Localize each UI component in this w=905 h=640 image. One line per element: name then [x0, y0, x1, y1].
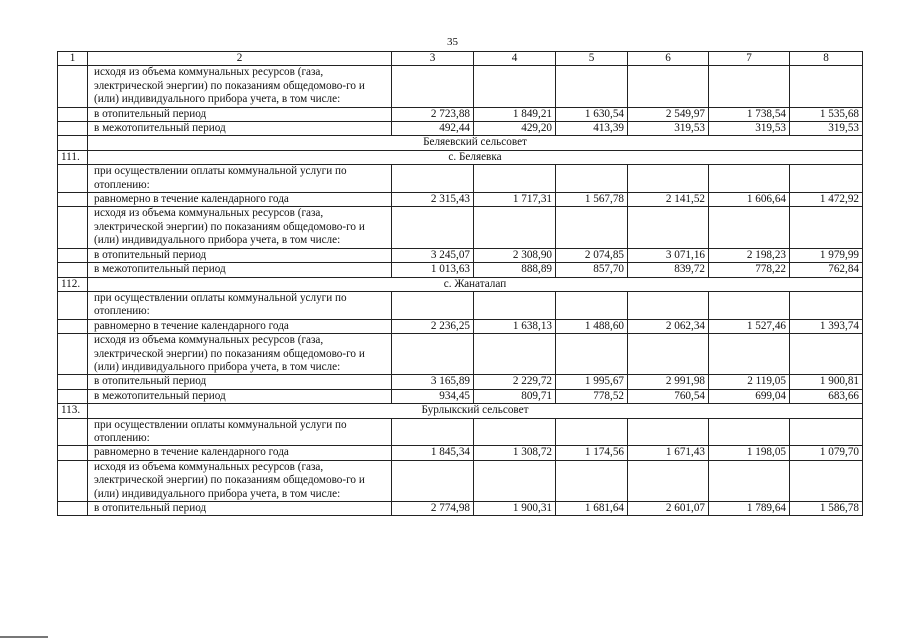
value-cell — [474, 291, 556, 319]
value-cell: 319,53 — [628, 122, 709, 136]
value-cell — [628, 334, 709, 375]
scan-edge-mark — [0, 636, 48, 638]
value-cell — [392, 165, 474, 193]
description-cell: исходя из объема коммунальных ресурсов (газа, электрической энергии) по показаниям общедомово-го и (или) индивидуального прибора учета, в том числе: — [88, 460, 392, 501]
value-cell — [474, 334, 556, 375]
table-row — [58, 136, 863, 150]
row-number-cell — [58, 291, 88, 319]
description-cell: равномерно в течение календарного года — [88, 319, 392, 333]
value-cell: 1 900,31 — [474, 502, 556, 516]
value-cell: 1 535,68 — [790, 107, 863, 121]
description-cell: исходя из объема коммунальных ресурсов (газа, электрической энергии) по показаниям общедомово-го и (или) индивидуального прибора учета, в том числе: — [88, 207, 392, 248]
value-cell: 429,20 — [474, 122, 556, 136]
row-number-cell — [58, 107, 88, 121]
value-cell: 2 062,34 — [628, 319, 709, 333]
table-row — [58, 446, 863, 460]
description-cell: в отопительный период — [88, 107, 392, 121]
value-cell: 1 979,99 — [790, 248, 863, 262]
row-number-cell — [58, 319, 88, 333]
value-cell: 319,53 — [709, 122, 790, 136]
row-number-cell — [58, 207, 88, 248]
value-cell — [628, 207, 709, 248]
table-row — [58, 193, 863, 207]
row-number-cell — [58, 193, 88, 207]
row-number-cell — [58, 418, 88, 446]
table-row — [58, 375, 863, 389]
value-cell — [556, 334, 628, 375]
value-cell — [556, 207, 628, 248]
value-cell: 683,66 — [790, 389, 863, 403]
value-cell: 2 229,72 — [474, 375, 556, 389]
value-cell: 2 315,43 — [392, 193, 474, 207]
value-cell — [474, 165, 556, 193]
value-cell: 1 013,63 — [392, 263, 474, 277]
value-cell: 319,53 — [790, 122, 863, 136]
table-row — [58, 107, 863, 121]
value-cell: 1 527,46 — [709, 319, 790, 333]
header-cell: 3 — [392, 52, 474, 66]
value-cell: 2 198,23 — [709, 248, 790, 262]
description-cell: равномерно в течение календарного года — [88, 193, 392, 207]
value-cell: 1 717,31 — [474, 193, 556, 207]
value-cell — [709, 66, 790, 107]
value-cell: 1 845,34 — [392, 446, 474, 460]
value-cell — [474, 207, 556, 248]
description-cell: в межотопительный период — [88, 389, 392, 403]
description-cell: в межотопительный период — [88, 122, 392, 136]
value-cell: 1 174,56 — [556, 446, 628, 460]
table-row — [58, 277, 863, 291]
value-cell: 888,89 — [474, 263, 556, 277]
value-cell — [392, 291, 474, 319]
value-cell — [392, 207, 474, 248]
row-number-cell — [58, 248, 88, 262]
row-number-cell — [58, 446, 88, 460]
value-cell — [474, 66, 556, 107]
row-number-cell: 113. — [58, 404, 88, 418]
table-row — [58, 319, 863, 333]
value-cell — [392, 460, 474, 501]
value-cell — [790, 460, 863, 501]
value-cell: 2 119,05 — [709, 375, 790, 389]
value-cell: 2 308,90 — [474, 248, 556, 262]
value-cell: 778,22 — [709, 263, 790, 277]
table-row — [58, 334, 863, 375]
value-cell: 2 074,85 — [556, 248, 628, 262]
value-cell: 1 567,78 — [556, 193, 628, 207]
value-cell — [628, 460, 709, 501]
value-cell: 3 165,89 — [392, 375, 474, 389]
value-cell — [709, 165, 790, 193]
table-row — [58, 66, 863, 107]
value-cell: 1 488,60 — [556, 319, 628, 333]
row-number-cell — [58, 136, 88, 150]
value-cell: 2 991,98 — [628, 375, 709, 389]
header-cell: 1 — [58, 52, 88, 66]
table-row — [58, 460, 863, 501]
value-cell — [709, 207, 790, 248]
value-cell: 1 995,67 — [556, 375, 628, 389]
table-row — [58, 502, 863, 516]
value-cell — [709, 291, 790, 319]
table-row — [58, 248, 863, 262]
value-cell: 762,84 — [790, 263, 863, 277]
value-cell: 809,71 — [474, 389, 556, 403]
value-cell: 2 723,88 — [392, 107, 474, 121]
value-cell — [790, 165, 863, 193]
header-cell: 7 — [709, 52, 790, 66]
row-number-cell — [58, 334, 88, 375]
table-body — [58, 66, 863, 516]
value-cell — [628, 165, 709, 193]
value-cell: 2 549,97 — [628, 107, 709, 121]
table-row — [58, 291, 863, 319]
value-cell: 1 079,70 — [790, 446, 863, 460]
value-cell: 1 586,78 — [790, 502, 863, 516]
table-row — [58, 404, 863, 418]
description-cell: равномерно в течение календарного года — [88, 446, 392, 460]
description-cell: исходя из объема коммунальных ресурсов (газа, электрической энергии) по показаниям общедомово-го и (или) индивидуального прибора учета, в том числе: — [88, 66, 392, 107]
table-row — [58, 263, 863, 277]
value-cell: 1 638,13 — [474, 319, 556, 333]
value-cell: 1 198,05 — [709, 446, 790, 460]
row-number-cell: 111. — [58, 150, 88, 164]
table-row — [58, 207, 863, 248]
value-cell: 492,44 — [392, 122, 474, 136]
section-heading: с. Беляевка — [88, 150, 863, 164]
value-cell — [556, 291, 628, 319]
value-cell: 1 681,64 — [556, 502, 628, 516]
section-heading: Беляевский сельсовет — [88, 136, 863, 150]
value-cell: 1 472,92 — [790, 193, 863, 207]
value-cell — [474, 460, 556, 501]
value-cell: 934,45 — [392, 389, 474, 403]
value-cell: 1 738,54 — [709, 107, 790, 121]
value-cell — [790, 334, 863, 375]
value-cell — [790, 207, 863, 248]
value-cell — [392, 334, 474, 375]
value-cell: 2 141,52 — [628, 193, 709, 207]
description-cell: при осуществлении оплаты коммунальной услуги по отоплению: — [88, 165, 392, 193]
value-cell: 1 393,74 — [790, 319, 863, 333]
value-cell — [790, 418, 863, 446]
table-row — [58, 389, 863, 403]
row-number-cell — [58, 389, 88, 403]
value-cell — [790, 291, 863, 319]
value-cell — [474, 418, 556, 446]
value-cell: 1 308,72 — [474, 446, 556, 460]
value-cell — [392, 66, 474, 107]
value-cell — [790, 66, 863, 107]
value-cell — [709, 418, 790, 446]
row-number-cell — [58, 165, 88, 193]
value-cell — [628, 418, 709, 446]
description-cell: исходя из объема коммунальных ресурсов (газа, электрической энергии) по показаниям общедомово-го и (или) индивидуального прибора учета, в том числе: — [88, 334, 392, 375]
value-cell — [556, 418, 628, 446]
row-number-cell — [58, 502, 88, 516]
value-cell — [556, 460, 628, 501]
header-cell: 4 — [474, 52, 556, 66]
value-cell: 2 601,07 — [628, 502, 709, 516]
table-row — [58, 150, 863, 164]
table-row — [58, 418, 863, 446]
row-number-cell — [58, 375, 88, 389]
row-number-cell — [58, 460, 88, 501]
value-cell: 760,54 — [628, 389, 709, 403]
value-cell: 413,39 — [556, 122, 628, 136]
section-heading: с. Жанаталап — [88, 277, 863, 291]
header-cell: 2 — [88, 52, 392, 66]
value-cell: 1 630,54 — [556, 107, 628, 121]
value-cell — [556, 165, 628, 193]
table-row — [58, 122, 863, 136]
tariff-table — [57, 51, 863, 516]
page-number: 35 — [447, 36, 458, 48]
value-cell: 1 849,21 — [474, 107, 556, 121]
value-cell: 1 789,64 — [709, 502, 790, 516]
row-number-cell: 112. — [58, 277, 88, 291]
header-cell: 5 — [556, 52, 628, 66]
value-cell: 1 671,43 — [628, 446, 709, 460]
value-cell — [628, 291, 709, 319]
value-cell: 778,52 — [556, 389, 628, 403]
value-cell — [628, 66, 709, 107]
description-cell: при осуществлении оплаты коммунальной услуги по отоплению: — [88, 418, 392, 446]
value-cell: 2 774,98 — [392, 502, 474, 516]
description-cell: при осуществлении оплаты коммунальной услуги по отоплению: — [88, 291, 392, 319]
value-cell — [709, 460, 790, 501]
table-row — [58, 165, 863, 193]
row-number-cell — [58, 122, 88, 136]
value-cell: 699,04 — [709, 389, 790, 403]
section-heading: Бурлыкский сельсовет — [88, 404, 863, 418]
value-cell: 839,72 — [628, 263, 709, 277]
description-cell: в межотопительный период — [88, 263, 392, 277]
value-cell — [392, 418, 474, 446]
description-cell: в отопительный период — [88, 375, 392, 389]
row-number-cell — [58, 66, 88, 107]
value-cell: 1 606,64 — [709, 193, 790, 207]
value-cell: 1 900,81 — [790, 375, 863, 389]
row-number-cell — [58, 263, 88, 277]
description-cell: в отопительный период — [88, 248, 392, 262]
value-cell: 3 071,16 — [628, 248, 709, 262]
header-row — [58, 52, 863, 66]
description-cell: в отопительный период — [88, 502, 392, 516]
header-cell: 8 — [790, 52, 863, 66]
value-cell — [709, 334, 790, 375]
value-cell — [556, 66, 628, 107]
value-cell: 3 245,07 — [392, 248, 474, 262]
header-cell: 6 — [628, 52, 709, 66]
value-cell: 2 236,25 — [392, 319, 474, 333]
value-cell: 857,70 — [556, 263, 628, 277]
